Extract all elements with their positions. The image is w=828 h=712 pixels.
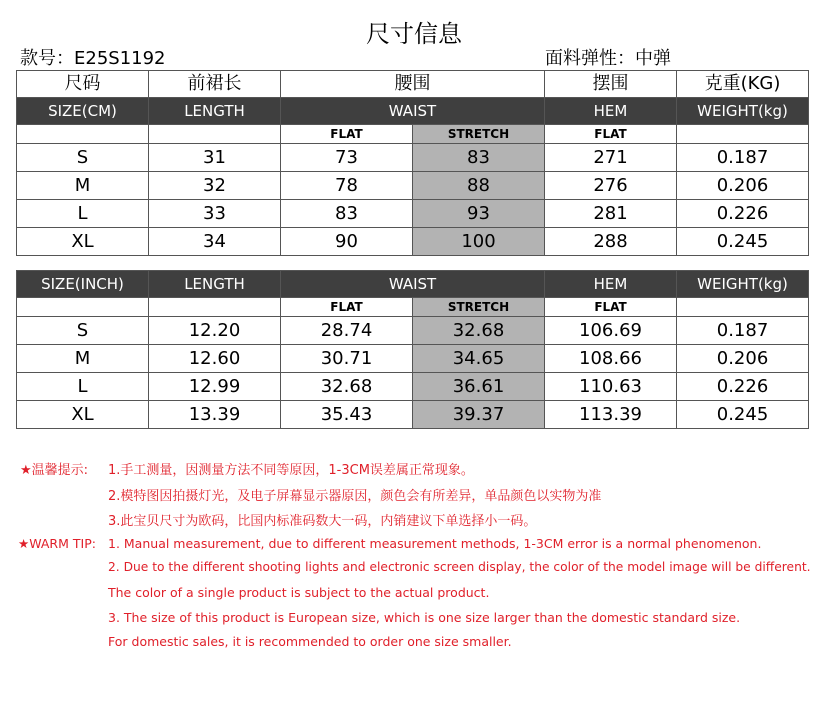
zh-header-hem: 摆围	[545, 71, 677, 98]
weight-cell: 0.206	[677, 172, 809, 200]
sub-label	[17, 125, 149, 144]
sub-label-flat: FLAT	[281, 298, 413, 317]
weight-cell: 0.187	[677, 144, 809, 172]
cm-header-row	[17, 98, 809, 125]
note-en-1: 1. Manual measurement, due to different measurement methods, 1-3CM error is a normal phenomenon.	[108, 536, 762, 551]
warm-tip-label-en: ★WARM TIP:	[18, 536, 96, 551]
length-cell: 12.99	[149, 373, 281, 401]
waist-flat-cell: 73	[281, 144, 413, 172]
sub-label	[677, 125, 809, 144]
waist-flat-cell: 30.71	[281, 345, 413, 373]
waist-stretch-cell: 93	[413, 200, 545, 228]
warm-tip-label-zh: ★温馨提示:	[20, 463, 89, 478]
zh-header-weight: 克重(KG)	[677, 71, 809, 98]
table-row	[17, 373, 809, 401]
style-number: 款号：E25S1192	[20, 48, 166, 69]
length-cell: 33	[149, 200, 281, 228]
header-waist: WAIST	[281, 98, 545, 125]
note-en-3: 3. The size of this product is European size, which is one size larger than the domestic standard size.	[108, 610, 741, 625]
size-cell: M	[17, 172, 149, 200]
sub-label	[677, 298, 809, 317]
cm-subheader-row	[17, 125, 809, 144]
length-cell: 12.20	[149, 317, 281, 345]
weight-cell: 0.245	[677, 401, 809, 429]
length-cell: 12.60	[149, 345, 281, 373]
sub-label	[17, 298, 149, 317]
waist-stretch-cell: 36.61	[413, 373, 545, 401]
weight-cell: 0.187	[677, 317, 809, 345]
waist-stretch-cell: 34.65	[413, 345, 545, 373]
waist-stretch-cell: 88	[413, 172, 545, 200]
table-row	[17, 144, 809, 172]
size-table-inch	[16, 270, 809, 429]
hem-cell: 271	[545, 144, 677, 172]
waist-flat-cell: 90	[281, 228, 413, 256]
sub-label-flat: FLAT	[545, 298, 677, 317]
header-length: LENGTH	[149, 271, 281, 298]
note-en-2-cont: The color of a single product is subject to the actual product.	[108, 585, 490, 600]
table-row	[17, 228, 809, 256]
waist-flat-cell: 78	[281, 172, 413, 200]
hem-cell: 110.63	[545, 373, 677, 401]
waist-stretch-cell: 83	[413, 144, 545, 172]
table-row	[17, 172, 809, 200]
sub-label-stretch: STRETCH	[413, 125, 545, 144]
hem-cell: 106.69	[545, 317, 677, 345]
length-cell: 32	[149, 172, 281, 200]
size-cell: M	[17, 345, 149, 373]
zh-header-length: 前裙长	[149, 71, 281, 98]
zh-header-waist: 腰围	[281, 71, 545, 98]
weight-cell: 0.206	[677, 345, 809, 373]
waist-flat-cell: 32.68	[281, 373, 413, 401]
page-title: 尺寸信息	[366, 20, 462, 48]
size-cell: XL	[17, 401, 149, 429]
header-hem: HEM	[545, 98, 677, 125]
length-cell: 34	[149, 228, 281, 256]
waist-stretch-cell: 39.37	[413, 401, 545, 429]
note-zh-2: 2.模特图因拍摄灯光，及电子屏幕显示器原因，颜色会有所差异，单品颜色以实物为准	[108, 489, 602, 504]
weight-cell: 0.245	[677, 228, 809, 256]
size-cell: L	[17, 200, 149, 228]
table-row	[17, 200, 809, 228]
table-row	[17, 317, 809, 345]
header-size: SIZE(CM)	[17, 98, 149, 125]
header-waist: WAIST	[281, 271, 545, 298]
hem-cell: 276	[545, 172, 677, 200]
size-table-cm	[16, 70, 809, 256]
inch-subheader-row	[17, 298, 809, 317]
table-row	[17, 345, 809, 373]
header-weight: WEIGHT(kg)	[677, 98, 809, 125]
hem-cell: 281	[545, 200, 677, 228]
sub-label-stretch: STRETCH	[413, 298, 545, 317]
inch-header-row	[17, 271, 809, 298]
sub-label-flat: FLAT	[281, 125, 413, 144]
fabric-elasticity: 面料弹性：中弹	[545, 48, 671, 69]
hem-cell: 113.39	[545, 401, 677, 429]
hem-cell: 108.66	[545, 345, 677, 373]
hem-cell: 288	[545, 228, 677, 256]
waist-flat-cell: 83	[281, 200, 413, 228]
header-length: LENGTH	[149, 98, 281, 125]
sub-label	[149, 298, 281, 317]
waist-stretch-cell: 100	[413, 228, 545, 256]
waist-stretch-cell: 32.68	[413, 317, 545, 345]
chinese-header-row	[17, 71, 809, 98]
weight-cell: 0.226	[677, 373, 809, 401]
size-cell: S	[17, 144, 149, 172]
zh-header-size: 尺码	[17, 71, 149, 98]
sub-label-flat: FLAT	[545, 125, 677, 144]
header-weight: WEIGHT(kg)	[677, 271, 809, 298]
note-zh-3: 3.此宝贝尺寸为欧码，比国内标准码数大一码，内销建议下单选择小一码。	[108, 514, 537, 529]
header-size: SIZE(INCH)	[17, 271, 149, 298]
waist-flat-cell: 28.74	[281, 317, 413, 345]
header-hem: HEM	[545, 271, 677, 298]
size-cell: L	[17, 373, 149, 401]
waist-flat-cell: 35.43	[281, 401, 413, 429]
table-row	[17, 401, 809, 429]
note-en-3-cont: For domestic sales, it is recommended to order one size smaller.	[108, 634, 512, 649]
length-cell: 31	[149, 144, 281, 172]
size-cell: XL	[17, 228, 149, 256]
length-cell: 13.39	[149, 401, 281, 429]
sub-label	[149, 125, 281, 144]
note-en-2: 2. Due to the different shooting lights and electronic screen display, the color of the model image will be different.	[108, 560, 811, 574]
weight-cell: 0.226	[677, 200, 809, 228]
note-zh-1: 1.手工测量，因测量方法不同等原因，1-3CM误差属正常现象。	[108, 463, 474, 478]
size-cell: S	[17, 317, 149, 345]
